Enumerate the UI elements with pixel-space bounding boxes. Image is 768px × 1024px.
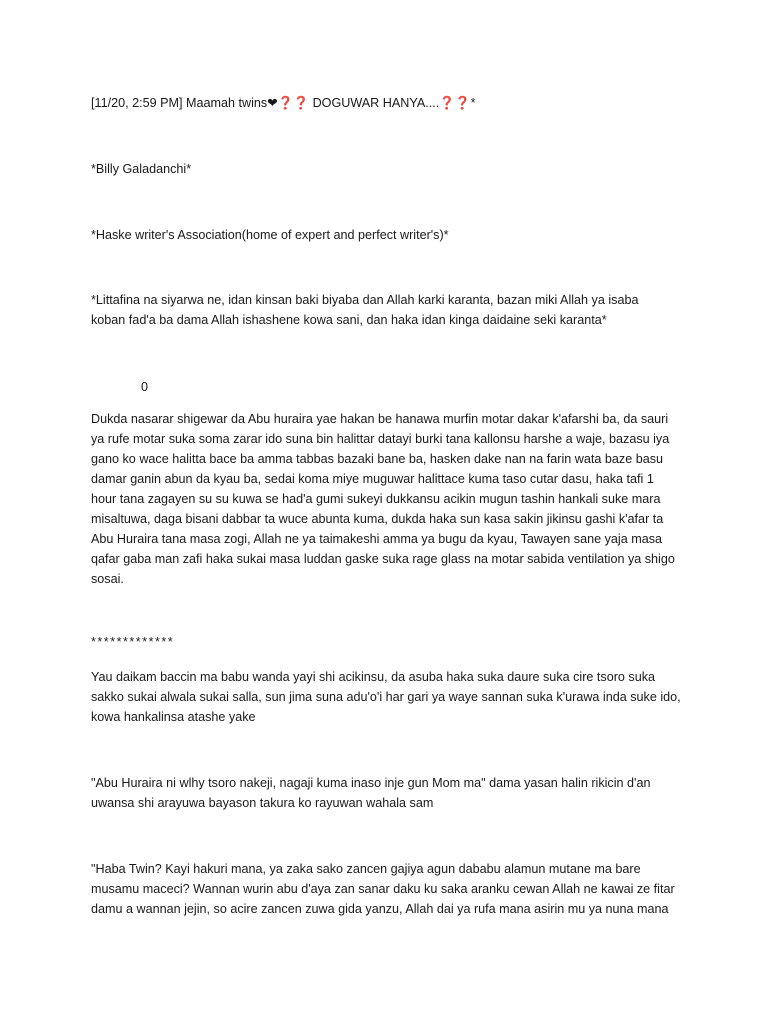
story-paragraph-4: "Haba Twin? Kayi hakuri mana, ya zaka sako zancen gajiya agun dababu alamun mutane ma bare musamu maceci? Wannan wurin abu d'aya zan sanar daku ku saka aranku cewan Allah ne kawai ze fitar damu a wannan jejin, so acire zancen zuwa gida yanzu, Allah dai ya rufa mana asirin mu ya nuna mana [91, 862, 675, 916]
page-marker: 0 [141, 380, 149, 394]
story-paragraph-3: "Abu Huraira ni wlhy tsoro nakeji, nagaji kuma inaso inje gun Mom ma" dama yasan halin rikicin d'an uwansa shi arayuwa bayason takura ko rayuwan wahala sam [91, 776, 651, 810]
disclaimer-paragraph: *Littafina na siyarwa ne, idan kinsan baki biyaba dan Allah karki karanta, bazan miki Allah ya isaba koban fad'a ba dama Allah ishashene kowa sani, dan haka idan kinga daidaine seki karanta* [91, 293, 639, 327]
story-paragraph-2: Yau daikam baccin ma babu wanda yayi shi acikinsu, da asuba haka suka daure suka cire tsoro suka sakko sukai alwala sukai salla, sun jima suna adu'o'i har gari ya waye sannan suka k'urawa inda suke ido, kowa hankalinsa atashe yake [91, 670, 681, 724]
section-separator: ************* [91, 635, 175, 649]
story-paragraph-1: Dukda nasarar shigewar da Abu huraira yae hakan be hanawa murfin motar dakar k'afarshi ba, da sauri ya rufe motar suka soma zarar ido suna bin halittar datayi burki tana kallonsu harshe a waje, bazasu iya gano ko wace halitta bace ba amma tabbas bazaki bane ba, hasken dake nan na farin wata baze basu damar ganin abun da kyau ba, sedai koma miye muguwar halittace kuma taso cutar dasu, haka tafi 1 hour tana zagayen su su kuwa se had'a gumi sukeyi dukkansu acikin mugun tashin hankali suke mara misaltuwa, daga bisani dabbar ta wuce abunta kuma, dukda haka sun kasa sakin jikinsu gashi k'afar ta Abu Huraira tana masa zogi, Allah ne ya taimakeshi amma ya bugu da kyau, Tawayen sane yaja masa qafar gaba man zafi haka sukai masa luddan gaske suka rage glass na motar sabida ventilation ya shigo sosai. [91, 412, 675, 586]
author-name: *Billy Galadanchi* [91, 162, 192, 176]
association-line: *Haske writer's Association(home of expert and perfect writer's)* [91, 228, 449, 242]
chat-header-line: [11/20, 2:59 PM] Maamah twins❤❓❓ DOGUWAR HANYA....❓❓* [91, 96, 476, 110]
